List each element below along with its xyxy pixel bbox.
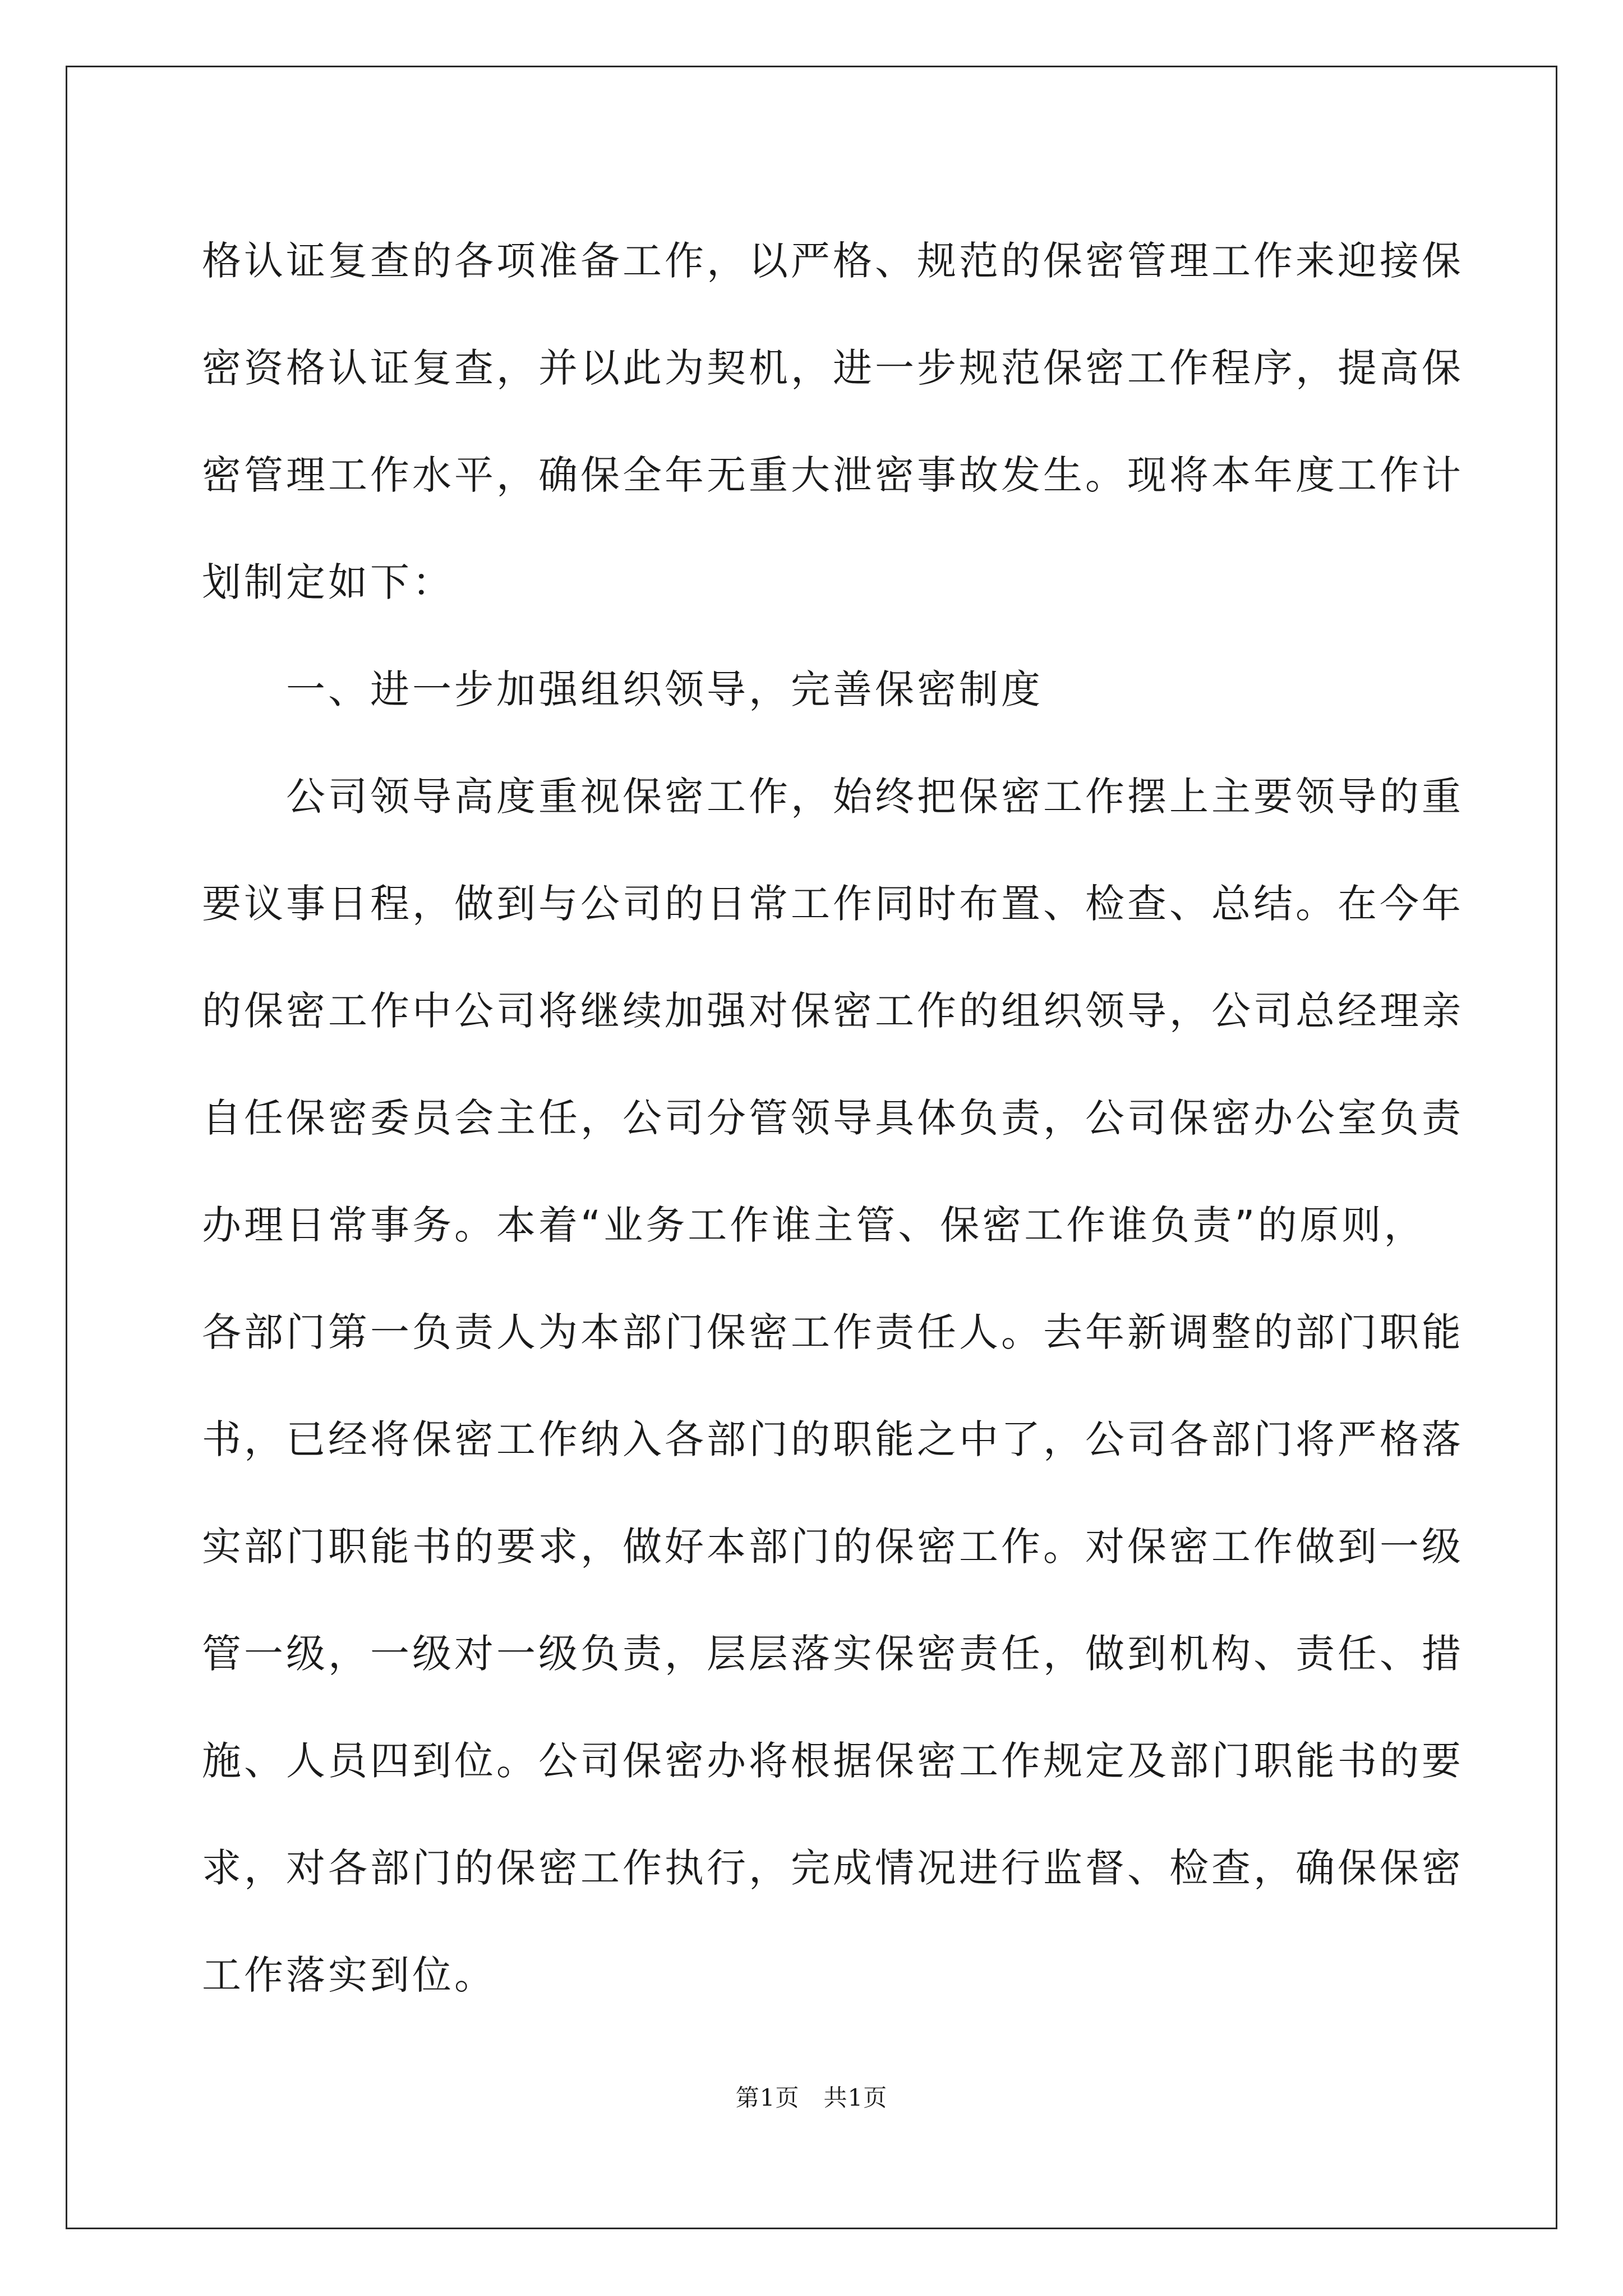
body-text-line: 求，对各部门的保密工作执行，完成情况进行监督、检查，确保保密: [202, 1845, 1464, 1891]
body-text-line: 实部门职能书的要求，做好本部门的保密工作。对保密工作做到一级: [202, 1524, 1464, 1570]
paragraph-first-line: 公司领导高度重视保密工作，始终把保密工作摆上主要领导的重: [286, 774, 1464, 820]
document-body: [202, 208, 1464, 2029]
body-text-line: 管一级，一级对一级负责，层层落实保密责任，做到机构、责任、措: [202, 1631, 1464, 1677]
body-text-line: 施、人员四到位。公司保密办将根据保密工作规定及部门职能书的要: [202, 1738, 1464, 1784]
body-text-line: 要议事日程，做到与公司的日常工作同时布置、检查、总结。在今年: [202, 881, 1464, 927]
body-text-line: 各部门第一负责人为本部门保密工作责任人。去年新调整的部门职能: [202, 1309, 1464, 1355]
body-text-line: 划制定如下：: [202, 559, 454, 605]
body-text-line: 自任保密委员会主任，公司分管领导具体负责，公司保密办公室负责: [202, 1095, 1464, 1141]
body-text-line: 书，已经将保密工作纳入各部门的职能之中了，公司各部门将严格落: [202, 1416, 1464, 1462]
section-heading: 一、进一步加强组织领导，完善保密制度: [286, 666, 1043, 712]
body-text-line: 密管理工作水平，确保全年无重大泄密事故发生。现将本年度工作计: [202, 452, 1464, 498]
body-text-line: 工作落实到位。: [202, 1952, 496, 1998]
body-text-line: 的保密工作中公司将继续加强对保密工作的组织领导，公司总经理亲: [202, 988, 1464, 1034]
body-text-line: 格认证复查的各项准备工作，以严格、规范的保密管理工作来迎接保: [202, 238, 1464, 284]
body-text-line: 办理日常事务。本着“业务工作谁主管、保密工作谁负责”的原则，: [202, 1202, 1426, 1248]
body-text-line: 密资格认证复查，并以此为契机，进一步规范保密工作程序，提高保: [202, 345, 1464, 391]
page-number-footer: 第1页 共1页: [735, 2084, 888, 2111]
